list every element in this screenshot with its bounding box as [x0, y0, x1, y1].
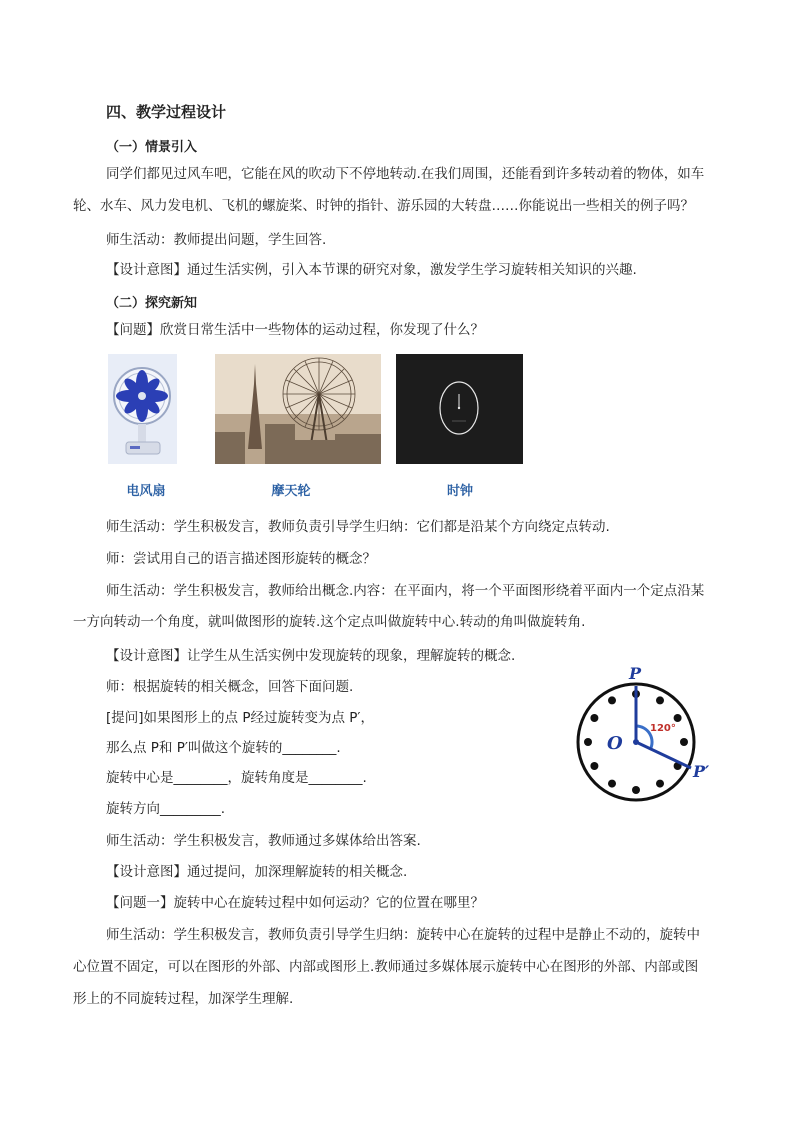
activity-text-2-line1: 师生活动：学生积极发言，教师给出概念.内容：在平面内，将一个平面图形绕着平面内一个定点沿某 [106, 583, 705, 599]
teacher-text-2: 师：根据旋转的相关概念，回答下面问题. [106, 679, 354, 695]
section-title: 四、教学过程设计 [106, 103, 227, 121]
point-p-label: P [629, 664, 642, 683]
intro-paragraph-line1: 同学们都见过风车吧，它能在风的吹动下不停地转动.在我们周围，还能看到许多转动着的物体，如车 [106, 166, 705, 182]
design-intent-text: 【设计意图】通过生活实例，引入本节课的研究对象，激发学生学习旋转相关知识的兴趣. [106, 262, 637, 278]
rotation-clock-diagram [566, 656, 726, 816]
angle-label: 120° [650, 723, 676, 734]
fan-image [108, 354, 177, 464]
activity-text-4-line3: 形上的不同旋转过程，加深学生理解. [73, 991, 294, 1007]
question-line-1: 那么点 P和 P′叫做这个旋转的________. [106, 740, 341, 756]
activity-text-4-line2: 心位置不固定，可以在图形的外部、内部或图形上.教师通过多媒体展示旋转中心在图形的外部、内部或图 [73, 959, 699, 975]
activity-text-4-line1: 师生活动：学生积极发言，教师负责引导学生归纳：旋转中心在旋转的过程中是静止不动的，旋转中 [106, 927, 700, 943]
prompt-text: [提问]如果图形上的点 P经过旋转变为点 P′， [106, 710, 374, 726]
ferris-wheel-image [215, 354, 381, 464]
part2-heading: （二）探究新知 [106, 296, 198, 311]
question-line-2: 旋转中心是________，旋转角度是________. [106, 770, 367, 786]
activity-text: 师生活动：教师提出问题，学生回答. [106, 232, 327, 248]
clock-image [396, 354, 523, 464]
part1-heading: （一）情景引入 [106, 140, 198, 155]
design-intent-text-2: 【设计意图】让学生从生活实例中发现旋转的现象，理解旋转的概念. [106, 648, 516, 664]
caption-clock: 时钟 [446, 484, 473, 499]
caption-fan: 电风扇 [126, 484, 166, 499]
question-one-text: 【问题一】旋转中心在旋转过程中如何运动？它的位置在哪里？ [106, 895, 484, 911]
teacher-text-1: 师：尝试用自己的语言描述图形旋转的概念？ [106, 551, 376, 567]
design-intent-text-3: 【设计意图】通过提问，加深理解旋转的相关概念. [106, 864, 408, 880]
activity-text-3: 师生活动：学生积极发言，教师通过多媒体给出答案. [106, 833, 421, 849]
question-line-3: 旋转方向_________. [106, 801, 226, 817]
question-text: 【问题】欣赏日常生活中一些物体的运动过程，你发现了什么？ [106, 322, 484, 338]
point-o-label: O [607, 733, 623, 754]
intro-paragraph-line2: 轮、水车、风力发电机、飞机的螺旋桨、时钟的指针、游乐园的大转盘……你能说出一些相关的例子吗？ [73, 198, 694, 214]
caption-ferris-wheel: 摩天轮 [271, 484, 311, 499]
activity-text-2-line2: 一方向转动一个角度，就叫做图形的旋转.这个定点叫做旋转中心.转动的角叫做旋转角. [73, 614, 586, 630]
activity-text-1: 师生活动：学生积极发言，教师负责引导学生归纳：它们都是沿某个方向绕定点转动. [106, 519, 610, 535]
point-p-prime-label: P′ [693, 762, 710, 781]
